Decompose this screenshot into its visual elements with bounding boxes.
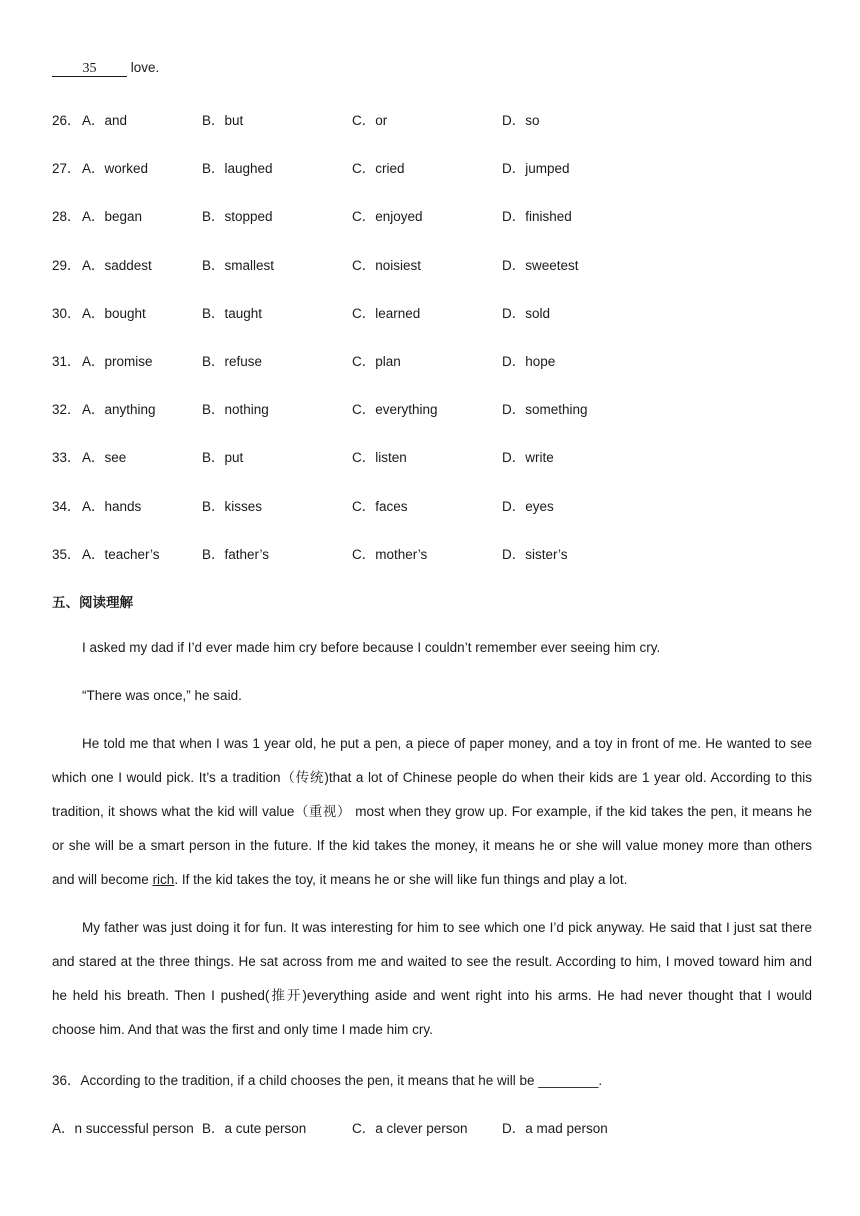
q36-option-a[interactable]: A．n successful person (52, 1121, 194, 1136)
paragraph-1-text: I asked my dad if I’d ever made him cry before because I couldn’t remember ever seeing him cry. (82, 640, 661, 655)
option-c[interactable]: C．listen (352, 450, 407, 466)
option-d[interactable]: D．jumped (502, 161, 570, 177)
option-d[interactable]: D．finished (502, 209, 572, 225)
option-row (52, 543, 812, 563)
option-d[interactable]: D．eyes (502, 498, 554, 514)
question-number: 35． (52, 546, 81, 562)
option-row (52, 302, 812, 322)
section-heading: 五、阅读理解 (52, 595, 133, 610)
option-b[interactable]: B．refuse (202, 354, 263, 369)
option-a[interactable]: A．bought (82, 305, 146, 321)
q36-option-d[interactable]: D．a mad person (502, 1121, 608, 1136)
passage-paragraph-2 (52, 679, 812, 713)
option-a[interactable]: A．saddest (82, 257, 152, 273)
question-36-stem: 36．According to the tradition, if a child chooses the pen, it means that he will be ________. (52, 1073, 603, 1088)
blank-35: 35 (52, 61, 127, 77)
question-number: 27． (52, 161, 81, 177)
cloze-line-text: love. (130, 60, 160, 75)
paragraph-2-text: “There was once,” he said. (82, 688, 242, 703)
option-b[interactable]: B．stopped (202, 209, 273, 225)
paragraph-3-text-a: He told me that when I was 1 year old, he put a pen, a piece of paper money, and a toy in front of me. He wanted to see which one I would pick. It’s a tradition（传统)that a lot of Chinese people do when their kids are 1 year old. According to this tradition, it shows what the kid will value（重视） most when they grow up. For example, if the kid takes the pen, it means he or she will be a smart person in the future. If the kid takes the money, it means he or she will value money more than others and will become (52, 736, 812, 887)
option-b[interactable]: B．put (202, 450, 244, 466)
question-36-options (52, 1117, 812, 1137)
option-c[interactable]: C．or (352, 113, 388, 128)
option-b[interactable]: B．but (202, 113, 244, 128)
question-number: 29． (52, 257, 81, 273)
option-b[interactable]: B．kisses (202, 498, 263, 514)
paragraph-3-text-b: . If the kid takes the toy, it means he or she will like fun things and play a lot. (174, 872, 628, 887)
option-a[interactable]: A．and (82, 113, 128, 128)
option-d[interactable]: D．sister’s (502, 546, 568, 562)
option-c[interactable]: C．mother’s (352, 546, 428, 562)
option-b[interactable]: B．laughed (202, 161, 273, 177)
q36-option-c[interactable]: C．a clever person (352, 1121, 468, 1136)
option-d[interactable]: D．hope (502, 354, 556, 369)
question-number: 34． (52, 498, 81, 514)
question-number: 31． (52, 354, 81, 369)
option-row (52, 157, 812, 177)
option-c[interactable]: C．plan (352, 354, 401, 369)
option-d[interactable]: D．sold (502, 305, 551, 321)
passage-paragraph-1 (52, 631, 812, 665)
option-a[interactable]: A．teacher’s (82, 546, 160, 562)
option-c[interactable]: C．cried (352, 161, 405, 177)
option-row (52, 254, 812, 274)
option-b[interactable]: B．smallest (202, 257, 275, 273)
option-d[interactable]: D．write (502, 450, 554, 466)
option-c[interactable]: C．enjoyed (352, 209, 423, 225)
paragraph-4-text: My father was just doing it for fun. It was interesting for him to see which one I’d pick anyway. He said that I just sat there and stared at the three things. He sat across from me and waited to see the result. According to him, I moved toward him and he held his breath. Then I pushed(推开)everything aside and went right into his arms. He had never thought that I would choose him. And that was the first and only time I made him cry. (52, 920, 812, 1037)
option-d[interactable]: D．sweetest (502, 257, 579, 273)
option-row (52, 205, 812, 225)
option-row (52, 446, 812, 466)
q36-option-b[interactable]: B．a cute person (202, 1121, 307, 1136)
option-a[interactable]: A．hands (82, 498, 142, 514)
option-a[interactable]: A．began (82, 209, 143, 225)
option-a[interactable]: A．promise (82, 354, 153, 369)
question-number: 33． (52, 450, 81, 466)
option-c[interactable]: C．learned (352, 305, 421, 321)
question-number: 32． (52, 402, 81, 418)
question-number: 26． (52, 113, 81, 128)
option-b[interactable]: B．taught (202, 305, 263, 321)
option-d[interactable]: D．so (502, 113, 540, 128)
passage-paragraph-4 (52, 911, 812, 1047)
option-b[interactable]: B．nothing (202, 402, 269, 418)
option-row (52, 398, 812, 418)
option-c[interactable]: C．faces (352, 498, 408, 514)
option-b[interactable]: B．father’s (202, 546, 270, 562)
option-a[interactable]: A．anything (82, 402, 156, 418)
question-number: 28． (52, 209, 81, 225)
cloze-line-35 (52, 60, 159, 77)
option-a[interactable]: A．worked (82, 161, 149, 177)
underlined-word-rich: rich (152, 872, 175, 887)
option-d[interactable]: D．something (502, 402, 588, 418)
option-row (52, 109, 812, 129)
option-row (52, 495, 812, 515)
option-c[interactable]: C．noisiest (352, 257, 422, 273)
option-c[interactable]: C．everything (352, 402, 438, 418)
question-number: 30． (52, 305, 81, 321)
passage-paragraph-3 (52, 727, 812, 897)
option-row (52, 350, 812, 370)
option-a[interactable]: A．see (82, 450, 127, 466)
